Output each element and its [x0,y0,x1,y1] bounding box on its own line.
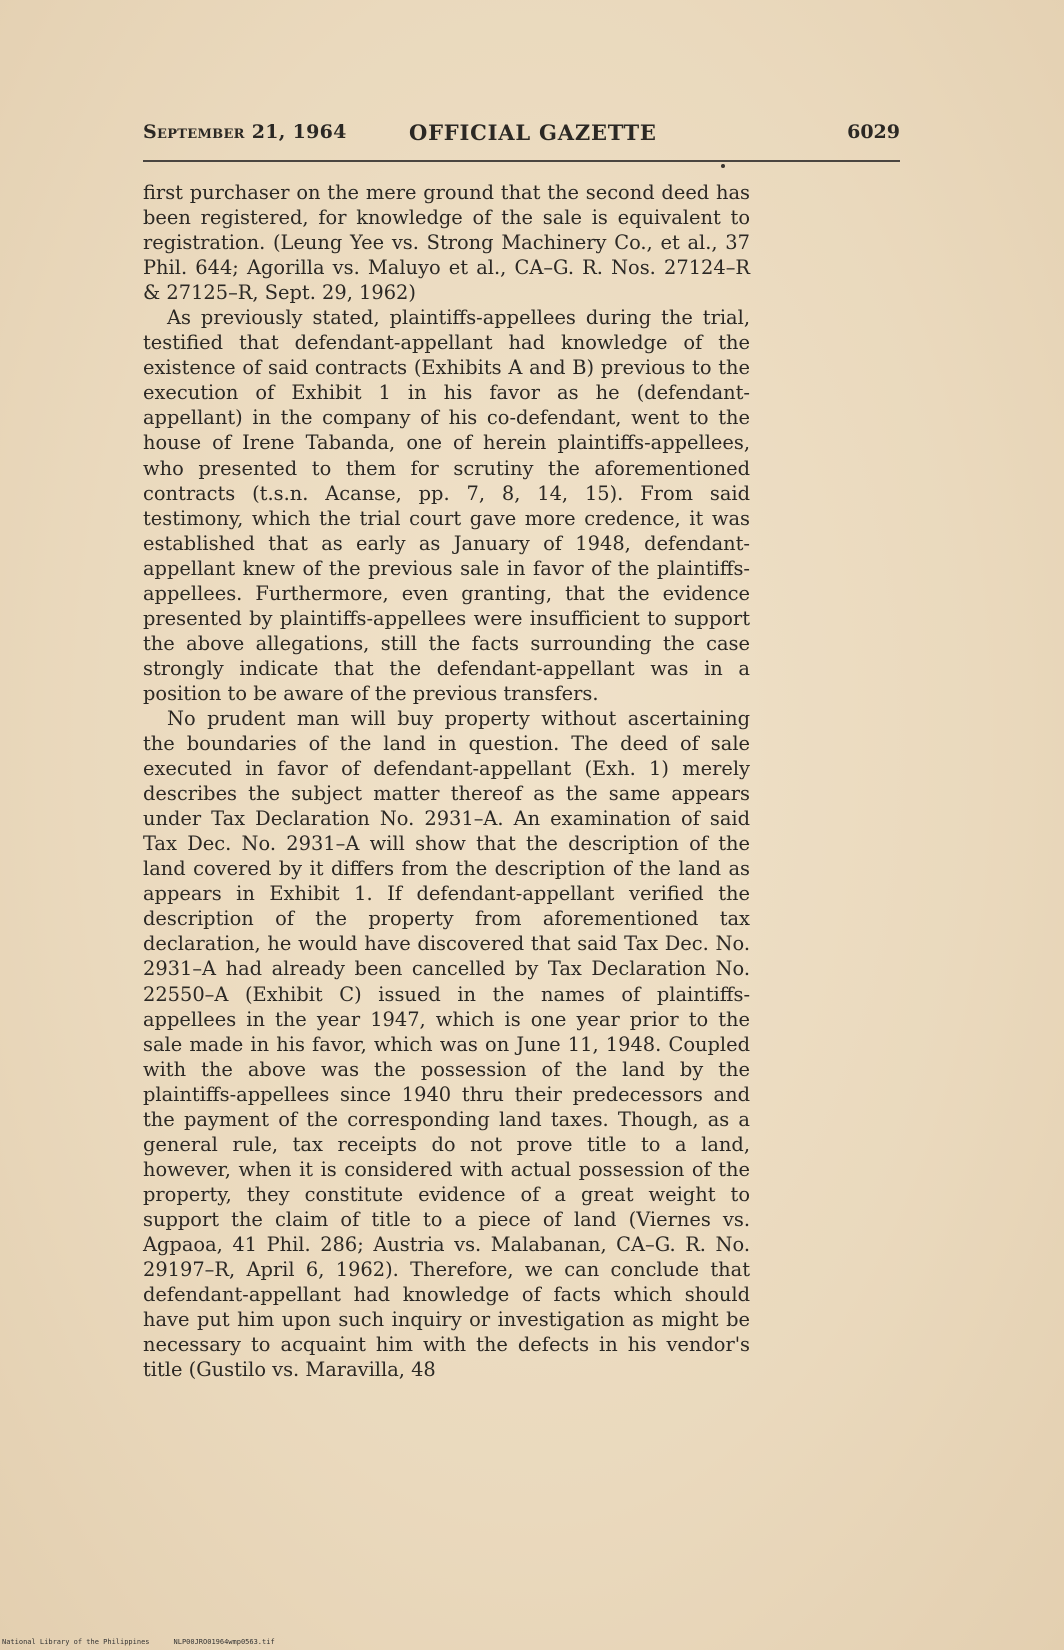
scan-footer [2,1638,299,1646]
paragraph-2: As previously stated, plaintiffs-appellees during the trial, testified that defendant-appellant had knowledge of the existence of said contracts (Exhibits A and B) previous to the execution of Exhibit 1 in his favor as he (defendant-appellant) in the company of his co-defendant, went to the house of Irene Tabanda, one of herein plaintiffs-appellees, who presented to them for scrutiny the aforementioned contracts (t.s.n. Acanse, pp. 7, 8, 14, 15). From said testimony, which the trial court gave more credence, it was established that as early as January of 1948, defendant-appellant knew of the previous sale in favor of the plaintiffs-appellees. Furthermore, even granting, that the evidence presented by plaintiffs-appellees were insufficient to support the above allegations, still the facts surrounding the case strongly indicate that the defendant-appellant was in a position to be aware of the previous transfers. [143,306,750,705]
header-title: OFFICIAL GAZETTE [409,120,657,145]
paragraph-3: No prudent man will buy property without ascertaining the boundaries of the land in question. The deed of sale executed in favor of defendant-appellant (Exh. 1) merely describes the subject matter thereof as the same appears under Tax Declaration No. 2931–A. An examination of said Tax Dec. No. 2931–A will show that the description of the land covered by it differs from the description of the land as appears in Exhibit 1. If defendant-appellant verified the description of the property from aforementioned tax declaration, he would have discovered that said Tax Dec. No. 2931–A had already been cancelled by Tax Declaration No. 22550–A (Exhibit C) issued in the names of plaintiffs-appellees in the year 1947, which is one year prior to the sale made in his favor, which was on June 11, 1948. Coupled with the above was the possession of the land by the plaintiffs-appellees since 1940 thru their predecessors and the payment of the corresponding land taxes. Though, as a general rule, tax receipts do not prove title to a land, however, when it is considered with actual possession of the property, they constitute evidence of a great weight to support the claim of title to a piece of land (Viernes vs. Agpaoa, 41 Phil. 286; Austria vs. Malabanan, CA–G. R. No. 29197–R, April 6, 1962). Therefore, we can conclude that defendant-appellant had knowledge of facts which should have put him upon such inquiry or investigation as might be necessary to acquaint him with the defects in his vendor's title (Gustilo vs. Maravilla, 48 [143,706,750,1382]
ink-speck [721,164,725,168]
body-text [143,180,750,1382]
page-number: 6029 [847,121,900,143]
header-rule [143,160,900,162]
footer-file-id: NLP00JRO01964wmp0563.tif [173,1638,275,1646]
page-header [143,121,900,151]
header-date: September 21, 1964 [143,121,347,143]
paragraph-1: first purchaser on the mere ground that the second deed has been registered, for knowledge of the sale is equivalent to registration. (Leung Yee vs. Strong Machinery Co., et al., 37 Phil. 644; Agorilla vs. Maluyo et al., CA–G. R. Nos. 27124–R & 27125–R, Sept. 29, 1962) [143,181,750,305]
footer-library: National Library of the Philippines [2,1638,150,1646]
